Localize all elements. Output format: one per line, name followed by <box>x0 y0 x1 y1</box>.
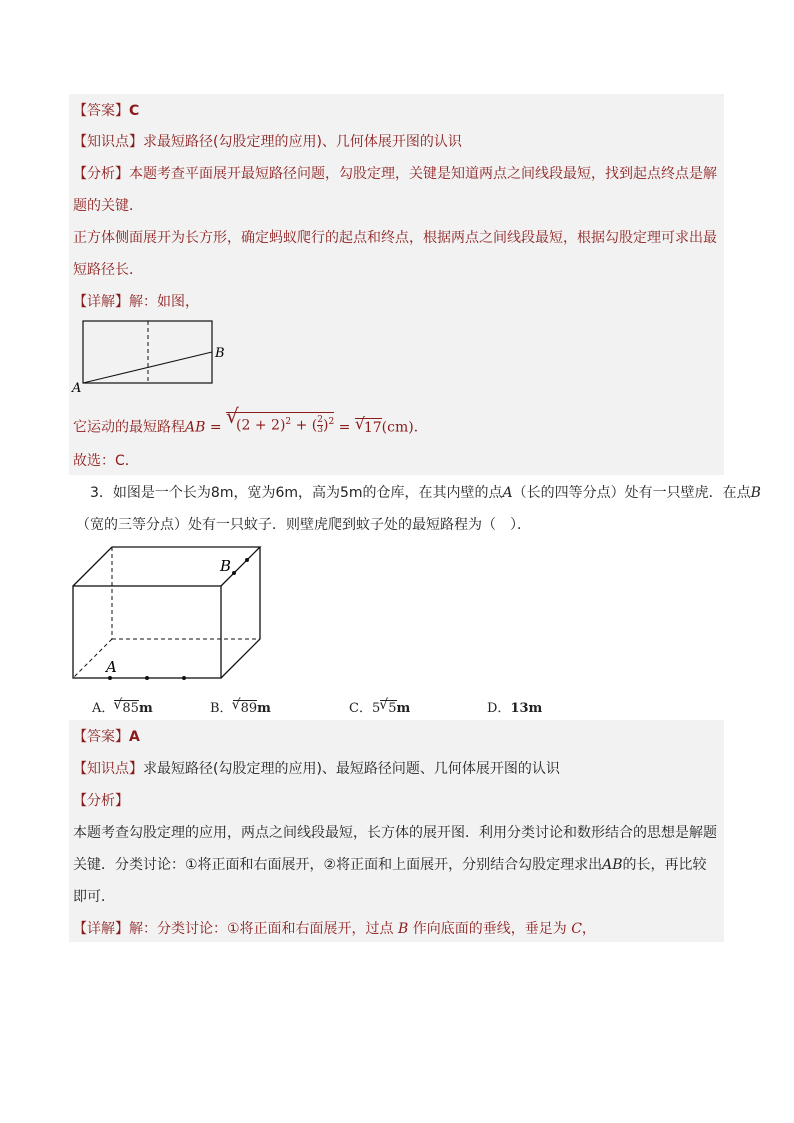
analysis-2-line-1: 本题考查勾股定理的应用，两点之间线段最短，长方体的展开图．利用分类讨论和数形结合的思想是解题 <box>73 825 717 841</box>
analysis-line-1 <box>73 165 717 183</box>
result-sqrt: √ $(2 + 2)^2$ + ( $\frac{2}{3}$ )$^2$ <box>226 404 335 436</box>
result-inner: (2 + 2) <box>236 417 286 434</box>
option-a-unit: m <box>138 701 153 716</box>
result-sup-1: 2 <box>285 417 292 427</box>
answer-value: C <box>129 103 140 119</box>
option-c-letter: C． <box>349 701 372 716</box>
answer-line-2 <box>73 728 140 746</box>
detail-2-text-c: ， <box>581 921 596 937</box>
knowledge-text-2: 求最短路径(勾股定理的应用)、最短路径问题、几何体展开图的认识 <box>143 761 560 777</box>
detail-2-var-b: B <box>398 921 409 937</box>
cuboid-label-b: B <box>220 557 232 575</box>
analysis-2-text-2b: 的长，再比较 <box>622 857 707 873</box>
knowledge-line-2 <box>73 760 560 778</box>
knowledge-tag-2: 【知识点】 <box>73 761 143 777</box>
result-var: AB <box>185 419 206 436</box>
result-sup-2: 2 <box>328 417 335 427</box>
option-c-unit: m <box>396 701 411 716</box>
cuboid-label-a: A <box>106 658 117 676</box>
detail-line <box>73 293 199 311</box>
cuboid-figure <box>60 540 270 690</box>
question-3-var-b: B <box>750 485 761 501</box>
analysis-line-4: 短路径长． <box>73 262 143 278</box>
result-plus: + ( <box>291 417 318 434</box>
option-a-letter: A． <box>92 701 115 716</box>
analysis-text-1: 本题考查平面展开最短路径问题，勾股定理，关键是知道两点之间线段最短，找到起点终点是解 <box>129 166 717 182</box>
option-d-value: 13m <box>510 701 543 716</box>
answer-tag: 【答案】 <box>73 103 129 119</box>
quarter-point-2 <box>145 676 149 680</box>
result-eq-2: = <box>334 419 355 436</box>
detail-text: 解：如图， <box>129 294 199 310</box>
knowledge-text: 求最短路径(勾股定理的应用)、几何体展开图的认识 <box>143 134 462 150</box>
answer-line <box>73 102 139 120</box>
analysis-tag-line-2 <box>73 792 129 810</box>
top-face <box>73 547 260 586</box>
question-3-text-1: 3．如图是一个长为8m，宽为6m，高为5m的仓库，在其内壁的点 <box>90 485 503 501</box>
result-root-2: √ 17 <box>354 413 382 436</box>
analysis-2-var-ab: AB <box>602 857 623 873</box>
third-point-2 <box>245 558 249 562</box>
analysis-tag: 【分析】 <box>73 166 129 182</box>
option-d[interactable] <box>487 697 542 716</box>
question-3-text-1b: （长的四等分点）处有一只壁虎．在点 <box>512 485 751 501</box>
option-a-root: 85 <box>122 701 139 716</box>
answer-tag-2: 【答案】 <box>73 729 129 745</box>
quarter-point-3 <box>182 676 186 680</box>
detail-tag-2: 【详解】 <box>73 921 129 937</box>
option-c-prefix: 5 <box>371 701 381 716</box>
question-3-var-a: A <box>502 485 513 501</box>
result-root-2-value: 17 <box>363 419 382 436</box>
analysis-line-2: 题的关键． <box>73 198 143 214</box>
point-b <box>232 571 236 575</box>
question-3-line-1 <box>90 484 761 502</box>
option-a[interactable]: A． √ 85m <box>92 697 153 716</box>
conclusion-line: 故选：C． <box>73 453 139 469</box>
option-b-unit: m <box>257 701 271 716</box>
result-line <box>73 404 428 442</box>
fraction-numerator: 2 <box>317 415 323 426</box>
knowledge-tag: 【知识点】 <box>73 134 143 150</box>
analysis-line-3: 正方体侧面展开为长方形，确定蚂蚁爬行的起点和终点，根据两点之间线段最短，根据勾股定理可求出最 <box>73 230 717 246</box>
point-a <box>108 676 112 680</box>
detail-line-2 <box>73 920 596 938</box>
result-prefix: 它运动的最短路程 <box>73 419 185 436</box>
detail-2-text-b: 作向底面的垂线，垂足为 <box>408 921 572 937</box>
front-face <box>73 586 221 678</box>
detail-tag: 【详解】 <box>73 294 129 310</box>
analysis-2-line-3: 即可． <box>73 889 115 905</box>
point-a-label: A <box>72 381 82 396</box>
option-c-root: 5 <box>388 701 397 716</box>
option-b-letter: B． <box>210 701 233 716</box>
analysis-tag-2: 【分析】 <box>73 793 129 809</box>
point-b-label: B <box>215 346 225 361</box>
result-eq: = <box>205 419 227 436</box>
result-close: ) <box>322 417 329 434</box>
option-b-root: 89 <box>240 701 258 716</box>
detail-2-var-c: C <box>571 921 582 937</box>
option-d-letter: D． <box>487 701 511 716</box>
unfolded-rectangle-figure <box>70 316 240 396</box>
option-c[interactable]: C．5 √ 5m <box>349 697 411 716</box>
knowledge-line <box>73 133 462 151</box>
analysis-2-line-2 <box>73 856 707 874</box>
option-b[interactable]: B． √ 89m <box>210 697 271 716</box>
analysis-2-text-2a: 关键．分类讨论：①将正面和右面展开，②将正面和上面展开，分别结合勾股定理求出 <box>73 857 603 873</box>
result-unit: (cm)． <box>381 419 428 436</box>
detail-2-text-a: 解：分类讨论：①将正面和右面展开，过点 <box>129 921 398 937</box>
question-3-line-2: （宽的三等分点）处有一只蚊子．则壁虎爬到蚊子处的最短路程为（ ）． <box>76 517 531 533</box>
answer-value-2: A <box>129 729 140 745</box>
fraction-denominator: 3 <box>317 425 323 436</box>
